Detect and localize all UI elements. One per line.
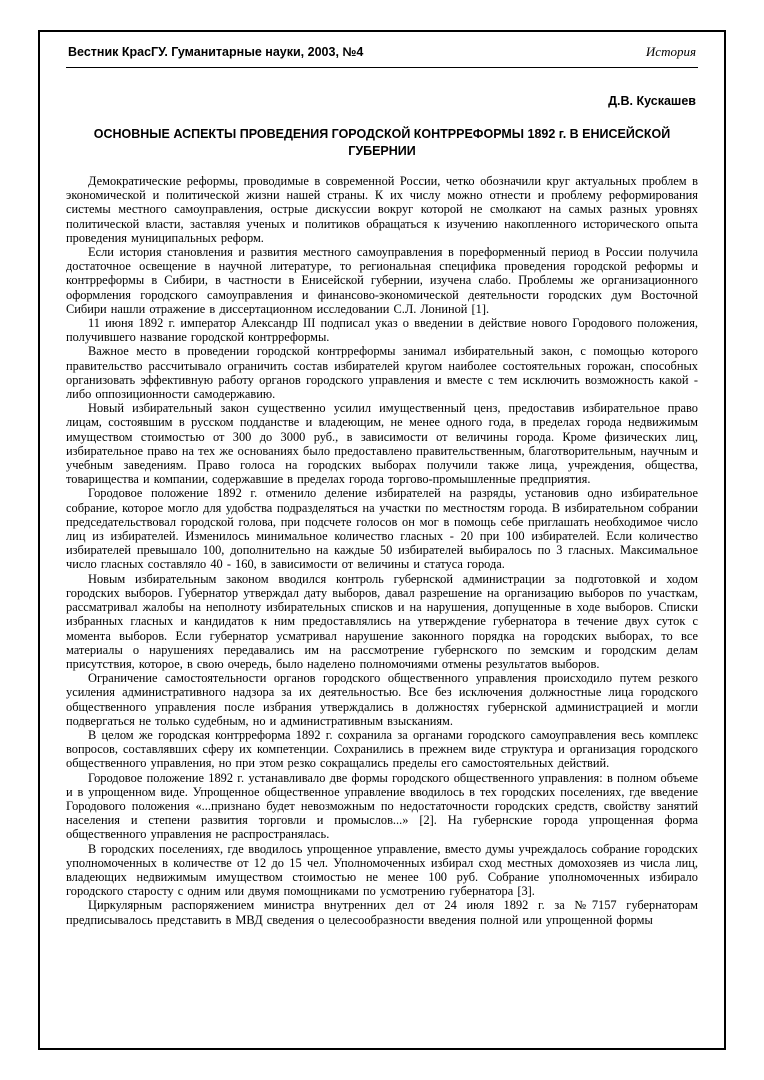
paragraph: Циркулярным распоряжением министра внутренних дел от 24 июля 1892 г. за №7157 губернаторам предписывалось представить в МВД сведения о целесообразности введения полной или упрощенной формы [66,898,698,927]
page [38,30,726,1050]
paragraph: 11 июня 1892 г. император Александр III подписал указ о введении в действие нового Городового положения, получившего название городской контрреформы. [66,316,698,345]
article-title: ОСНОВНЫЕ АСПЕКТЫ ПРОВЕДЕНИЯ ГОРОДСКОЙ КОНТРРЕФОРМЫ 1892 г. В ЕНИСЕЙСКОЙ ГУБЕРНИИ [93,127,671,158]
paragraph: Важное место в проведении городской контрреформы занимал избирательный закон, с помощью которого правительство рассчитывало ограничить состав избирателей кругом наиболее состоятельных горожан, способных организовать эффективную работу органов городского управления и вместе с тем исключить возможность какой - либо оппозиционности самодержавию. [66,344,698,402]
paragraph: В целом же городская контрреформа 1892 г. сохранила за органами городского самоуправления весь комплекс вопросов, составлявших сферу их компетенции. Сохранились в прежнем виде структура и организация городского общественного управления, но при этом резко сокращались пределы его самостоятельных действий. [66,727,698,771]
article-body [66,174,698,927]
paragraph: Новым избирательным законом вводился контроль губернской администрации за подготовкой и ходом городских выборов. Губернатор утверждал дату выборов, давал разрешение на организацию выборов по участкам, рассматривал жалобы на неполноту избирательных списков и на нарушения, допущенные в ходе выборов. Списки избранных гласных и кандидатов к ним предоставлялись на утверждение губернатора в течение двух суток с момента выборов. Если губернатор усматривал нарушение законного порядка на городских выборах, то все материалы о нарушениях передавались им на рассмотрение губернского по земским и городским делам присутствия, которое, в свою очередь, было наделено полномочиями отмены результатов выборов. [66,571,698,671]
author-name: Д.В. Кускашев [608,94,696,108]
journal-title: Вестник КрасГУ. Гуманитарные науки, 2003, №4 [68,45,364,59]
paragraph: Городовое положение 1892 г. устанавливало две формы городского общественного управления: в полном объеме и в упрощенном виде. Упрощенное общественное управление вводилось в тех городских поселениях, где введение Городового положения «...признано будет невозможным по недостаточности городских средств, свойству занятий населения и степени развития торговли и промыслов...» [2]. На губернские города упрощенная форма общественного управления не распространялась. [66,770,698,842]
paragraph: Новый избирательный закон существенно усилил имущественный ценз, предоставив избирательное право лицам, состоявшим в русском подданстве и владеющим, не менее одного года, в пределах города недвижимым имуществом стоимостью от 300 до 3000 руб., в зависимости от величины города. Кроме физических лиц, избирательное право на тех же основаниях было предоставлено правительственным, благотворительным, научным и учебным заведениям. Право голоса на городских выборах получили также лица, учреждения, общества, товарищества и компании, содержавшие в пределах города торгово-промышленные предприятия. [66,401,698,487]
page-header [66,42,698,68]
paragraph: Ограничение самостоятельности органов городского общественного управления происходило путем резкого усиления административного надзора за их деятельностью. Все без исключения должностные лица городского общественного управления после избрания утверждались в должностях губернской администрацией и могли подвергаться не только судебным, но и административным взысканиям. [66,671,698,728]
paragraph: Если история становления и развития местного самоуправления в пореформенный период в России получила достаточное освещение в научной литературе, то региональная специфика проведения городской реформы и контрреформы в Сибири, в частности в Енисейской губернии, изучена слабо. Проблемы же организационного оформления городского самоуправления и финансово-экономической деятельности городских дум Восточной Сибири нашли отражение в диссертационном исследовании С.Л. Лониной [1]. [66,245,698,316]
paragraph: Городовое положение 1892 г. отменило деление избирателей на разряды, установив одно избирательное собрание, которое могло для удобства подразделяться на участки по местностям города. В избирательном собрании председательствовал городской голова, при подсчете голосов он мог в помощь себе приглашать необходимое число лиц из избирателей. Изменилось минимальное количество гласных - 20 при 100 избирателей. Если количество избирателей превышало 100, дополнительно на каждые 50 избирателей выбиралось по 3 гласных. Максимальное число гласных составляло 40 - 160, в зависимости от величины и статуса города. [66,486,698,572]
section-label: История [645,44,696,59]
paragraph: Демократические реформы, проводимые в современной России, четко обозначили круг актуальных проблем в экономической и политической жизни нашей страны. К их числу можно отнести и проблему реформирования системы местного самоуправления, острые дискуссии вокруг которой не смолкают на самых разных уровнях политической власти, заставляя ученых и политиков обращаться к изучению накопленного исторического опыта проведения муниципальных реформ. [66,174,698,245]
paragraph: В городских поселениях, где вводилось упрощенное управление, вместо думы учреждалось собрание городских уполномоченных в количестве от 12 до 15 чел. Уполномоченных избирал сход местных домохозяев из числа лиц, владеющих недвижимым имуществом стоимостью не менее 100 руб. Собрание уполномоченных избирало городского старосту с одним или двумя помощниками по усмотрению губернатора [3]. [66,841,698,899]
